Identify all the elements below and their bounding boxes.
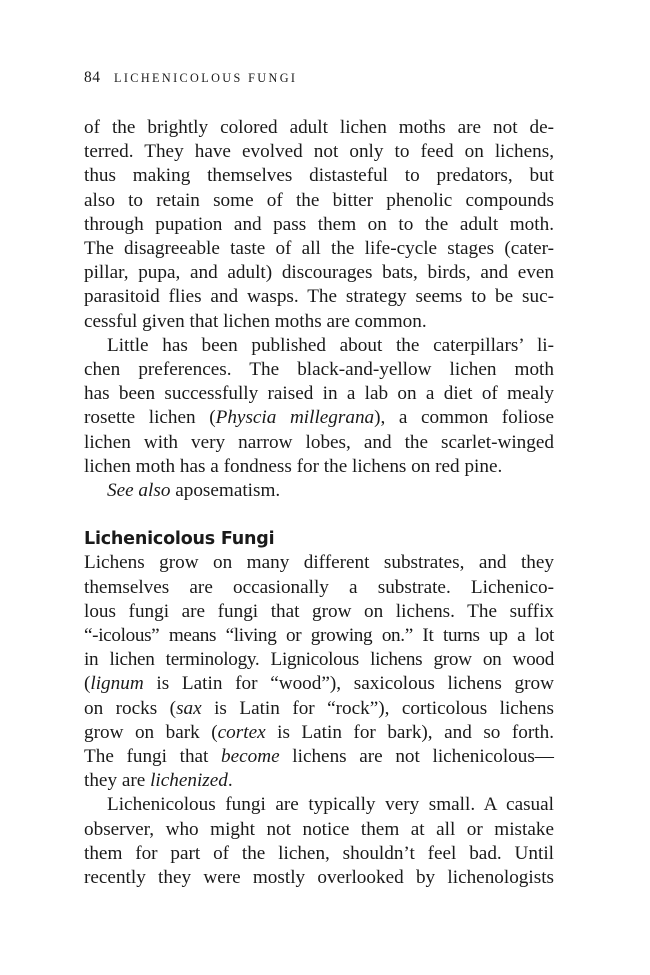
text-line: lichen with very narrow lobes, and the scarlet-winged xyxy=(84,431,554,453)
text-line: “-icolous” means “living or growing on.” It turns up a lot xyxy=(84,625,554,647)
paragraph-caterpillar-preferences xyxy=(84,334,554,479)
book-page xyxy=(84,66,554,890)
text-line: Little has been published about the caterpillars’ li- xyxy=(107,334,554,356)
text-line: through pupation and pass them on to the adult moth. xyxy=(84,213,554,235)
text-line: of the brightly colored adult lichen moths are not de- xyxy=(84,117,554,138)
text-line: lous fungi are fungi that grow on lichens. The suffix xyxy=(84,600,554,622)
text-line: Lichenicolous fungi are typically very small. A casual xyxy=(107,794,554,816)
text-line: themselves are occasionally a substrate. Lichenico- xyxy=(84,576,554,598)
text-line: cessful given that lichen moths are common. xyxy=(84,310,427,332)
text-line: lichen moth has a fondness for the lichens on red pine. xyxy=(84,455,503,477)
text-line: chen preferences. The black-and-yellow lichen moth xyxy=(84,359,554,381)
text-line: thus making themselves distasteful to predators, but xyxy=(84,165,554,187)
text-line: observer, who might not notice them at all or mistake xyxy=(84,818,554,840)
running-title: LICHENICOLOUS FUNGI xyxy=(113,71,298,85)
text-line: grow on bark (cortex is Latin for bark), and so forth. xyxy=(84,721,554,743)
text-line: in lichen terminology. Lignicolous lichens grow on wood xyxy=(84,649,554,671)
text-line: on rocks (sax is Latin for “rock”), corticolous lichens xyxy=(84,697,554,719)
see-also-label: See also xyxy=(107,480,171,502)
text-line xyxy=(84,479,554,503)
page-number: 84 xyxy=(84,69,101,86)
section-heading: Lichenicolous Fungi xyxy=(84,529,275,550)
text-line: The fungi that become lichens are not lichenicolous— xyxy=(84,746,554,768)
text-line: them for part of the lichen, shouldn’t feel bad. Until xyxy=(84,842,554,864)
text-line: also to retain some of the bitter phenolic compounds xyxy=(84,189,554,211)
running-header xyxy=(84,66,554,90)
text-line: The disagreeable taste of all the life-cycle stages (cater- xyxy=(84,238,554,260)
text-line: rosette lichen (Physcia millegrana), a common foliose xyxy=(84,407,555,429)
see-also-reference xyxy=(84,479,554,503)
see-also-target: aposematism. xyxy=(170,480,281,502)
text-line: terred. They have evolved not only to feed on lichens, xyxy=(84,141,554,163)
text-line: Lichens grow on many different substrates, and they xyxy=(84,552,554,574)
paragraph-small-fungi xyxy=(84,793,554,890)
text-line: parasitoid flies and wasps. The strategy seems to be suc- xyxy=(84,286,554,308)
text-line: has been successfully raised in a lab on a diet of mealy xyxy=(84,383,554,405)
text-line: they are lichenized. xyxy=(84,770,233,792)
paragraph-lichen-moths xyxy=(84,116,554,334)
text-line: (lignum is Latin for “wood”), saxicolous lichens grow xyxy=(84,673,554,695)
species-name: Physcia millegrana xyxy=(215,407,375,429)
text-line: pillar, pupa, and adult) discourages bats, birds, and even xyxy=(84,262,554,284)
paragraph-lichenicolous-definition xyxy=(84,551,554,793)
body-text xyxy=(84,116,554,890)
text-line: recently they were mostly overlooked by lichenologists xyxy=(84,867,554,889)
